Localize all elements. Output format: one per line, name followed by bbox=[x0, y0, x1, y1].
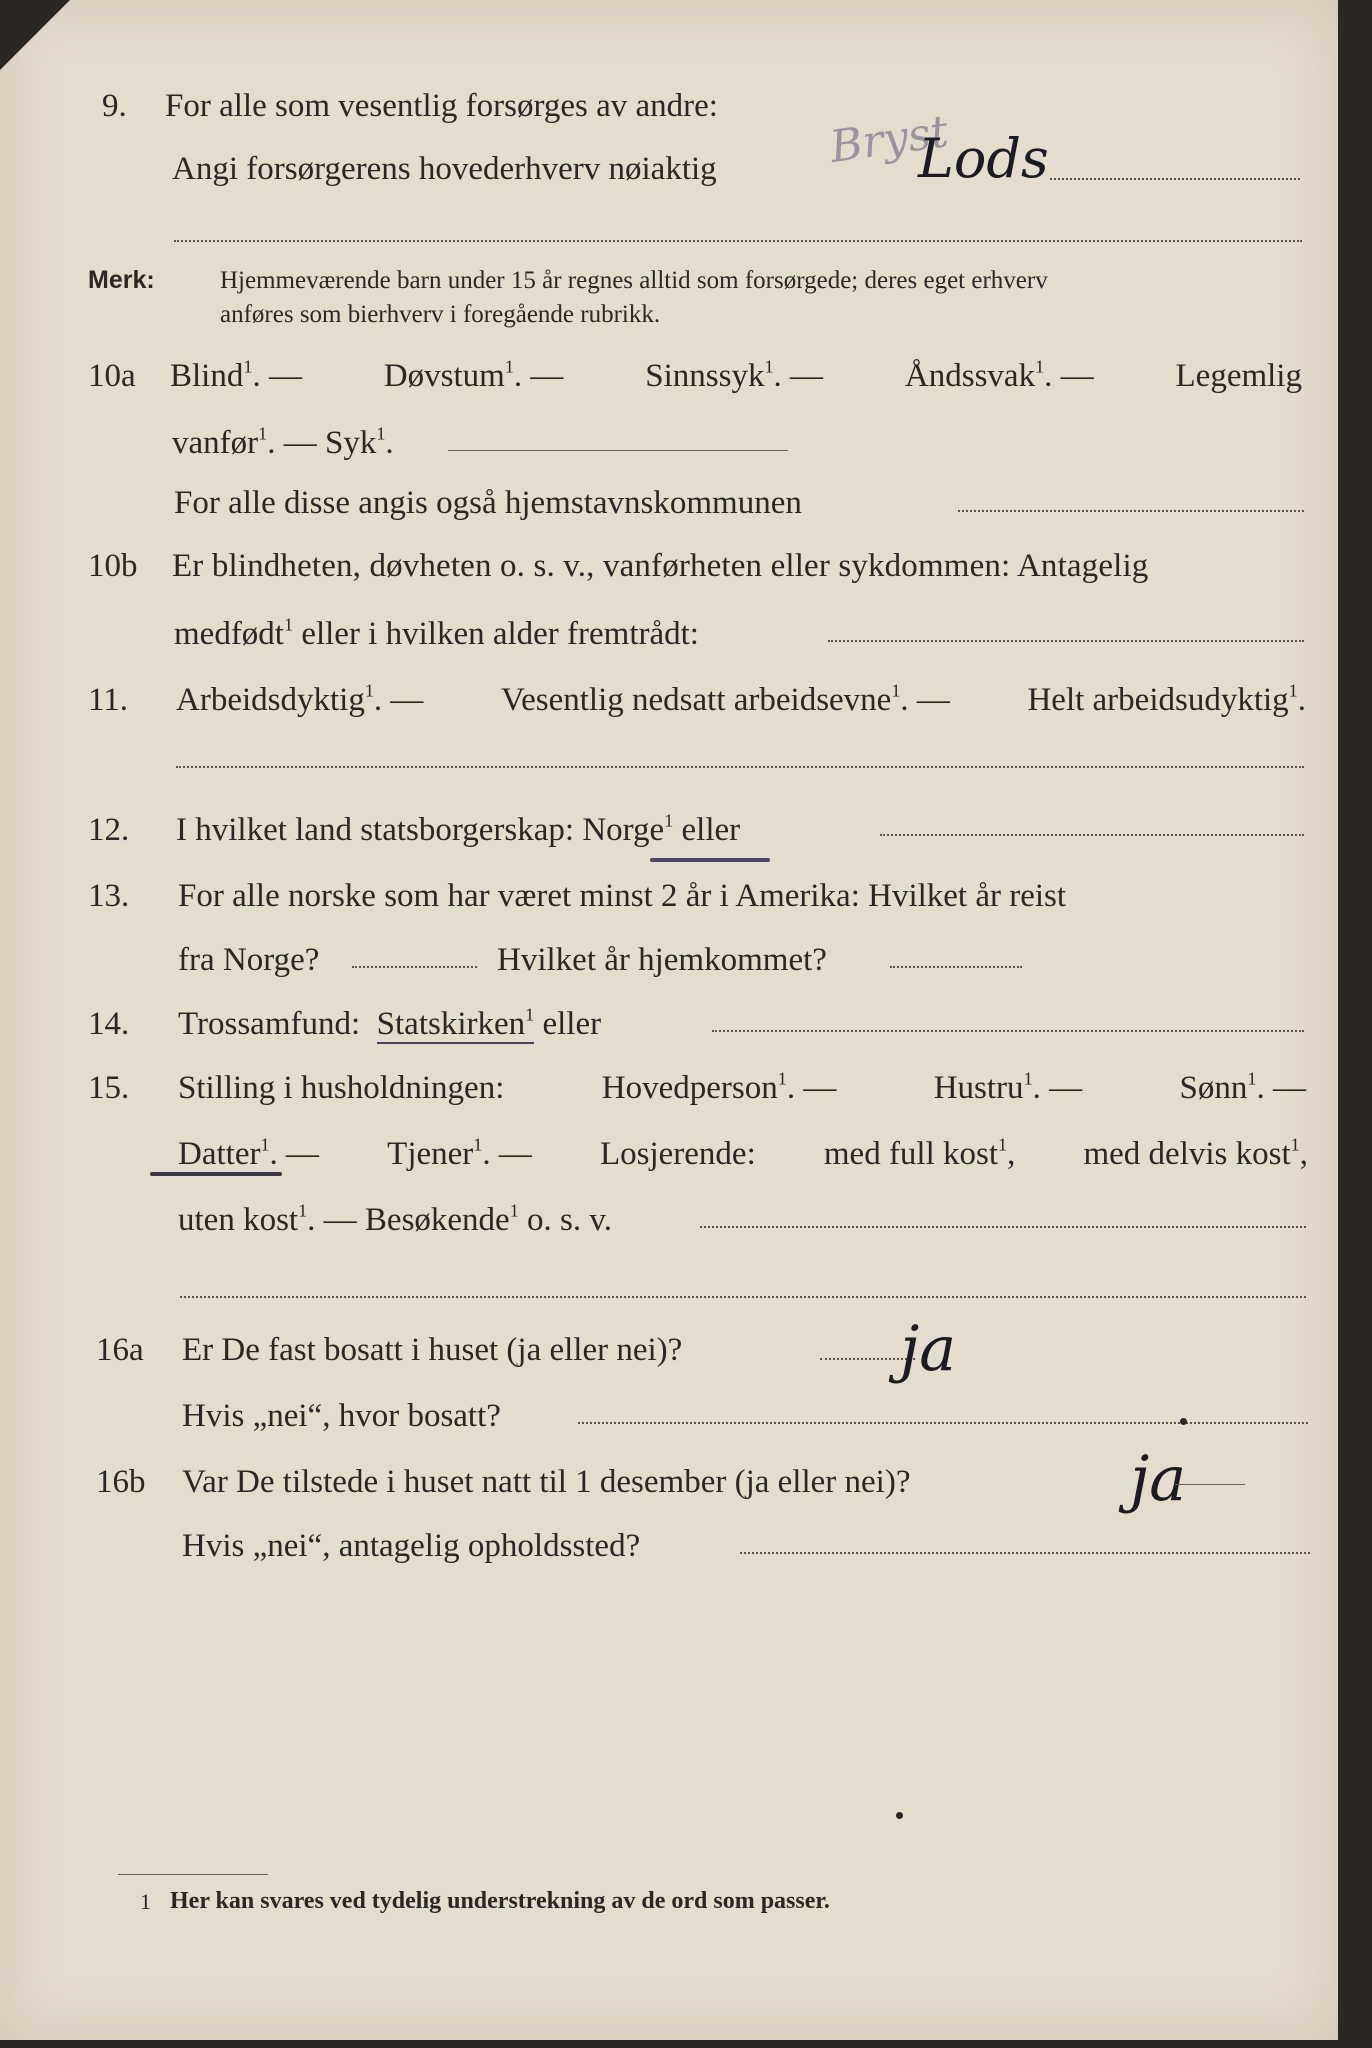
q16a-line1: Er De fast bosatt i huset (ja eller nei)? bbox=[182, 1332, 683, 1368]
q12-number: 12. bbox=[88, 812, 130, 848]
q10b-line1: Er blindheten, døvheten o. s. v., vanførheten eller sykdommen: Antagelig bbox=[172, 548, 1149, 584]
q15-option-delvis-kost: med delvis kost$^1$, bbox=[1083, 1134, 1308, 1172]
q13-fra-norge: fra Norge? bbox=[178, 942, 320, 978]
q16b-line1: Var De tilstede i huset natt til 1 desember (ja eller nei)? bbox=[182, 1464, 911, 1500]
q16a-number: 16a bbox=[96, 1332, 144, 1368]
q10a-option-andssvak: Åndssvak$^1$. — bbox=[904, 356, 1094, 394]
q10b-answer-line bbox=[828, 640, 1304, 642]
q16a-line2: Hvis „nei“, hvor bosatt? bbox=[182, 1398, 501, 1434]
q10b-line2: medfødt$^1$ eller i hvilken alder fremtrådt: bbox=[174, 614, 699, 652]
q10a-option-vanfor: vanfør$^1$. — bbox=[172, 423, 317, 461]
q14-option-statskirken: Statskirken$^1$ bbox=[376, 1004, 535, 1042]
q10a-number: 10a bbox=[88, 358, 136, 394]
folded-corner bbox=[0, 0, 70, 70]
footnote-rule bbox=[118, 1874, 268, 1875]
q12-answer-line bbox=[880, 834, 1304, 836]
q9-stamp: Bryst bbox=[826, 106, 952, 174]
ink-speck bbox=[1180, 1418, 1187, 1425]
q10a-line3: For alle disse angis også hjemstavnskommunen bbox=[174, 485, 802, 521]
q14-answer-line bbox=[712, 1030, 1304, 1032]
q16a-answer-handwritten: ja bbox=[900, 1312, 957, 1385]
q16b-answer-line bbox=[1175, 1484, 1245, 1485]
q11-option-udyktig: Helt arbeidsudyktig$^1$. bbox=[1027, 680, 1306, 718]
q9-answer-line bbox=[1050, 178, 1300, 180]
q11-answer-line bbox=[176, 766, 1304, 768]
footnote-text: Her kan svares ved tydelig understrekning av de ord som passer. bbox=[170, 1888, 830, 1914]
q15-number: 15. bbox=[88, 1070, 130, 1106]
q15-answer-line bbox=[700, 1226, 1306, 1228]
q13-hjemkommet: Hvilket år hjemkommet? bbox=[497, 942, 827, 978]
q16b-opholdssted-line bbox=[740, 1552, 1310, 1554]
q9-number: 9. bbox=[102, 88, 127, 124]
merk-label: Merk: bbox=[88, 266, 155, 294]
q13-line1: For alle norske som har været minst 2 år i Amerika: Hvilket år reist bbox=[178, 878, 1067, 914]
footnote-mark: 1 bbox=[140, 1889, 151, 1914]
q10b-number: 10b bbox=[88, 548, 138, 584]
q11-number: 11. bbox=[88, 682, 129, 718]
q15-line2 bbox=[178, 1134, 1308, 1172]
q15-option-sonn: Sønn$^1$. — bbox=[1179, 1068, 1306, 1106]
q13-fra-line bbox=[352, 966, 477, 968]
q10a-line1 bbox=[170, 356, 1302, 394]
q15-option-besokende: Besøkende$^1$ bbox=[364, 1200, 519, 1238]
q15-line3: uten kost$^1$. — Besøkende$^1$ o. s. v. bbox=[178, 1200, 612, 1238]
q12-option-norge: Norge$^1$ bbox=[582, 810, 674, 848]
q15-option-losjerende: Losjerende: bbox=[599, 1136, 756, 1172]
q10a-option-dovstum: Døvstum$^1$. — bbox=[383, 356, 564, 394]
q9-extra-line bbox=[174, 240, 1302, 242]
merk-line1: Hjemmeværende barn under 15 år regnes alltid som forsørgede; deres eget erhverv bbox=[220, 267, 1048, 294]
q15-option-tjener: Tjener$^1$. — bbox=[387, 1134, 532, 1172]
q10a-option-legemlig: Legemlig bbox=[1175, 358, 1302, 394]
q10a-option-sinnssyk: Sinnssyk$^1$. — bbox=[645, 356, 824, 394]
ink-speck bbox=[896, 1812, 903, 1819]
q10a-answer-line bbox=[448, 450, 788, 451]
q11-option-arbeidsdyktig: Arbeidsdyktig$^1$. — bbox=[176, 680, 424, 718]
q10a-hjemstavn-line bbox=[958, 510, 1304, 512]
q15-option-uten-kost: uten kost$^1$. — bbox=[178, 1200, 357, 1238]
q16b-line2: Hvis „nei“, antagelig opholdssted? bbox=[182, 1528, 641, 1564]
q9-answer-handwritten: Lods bbox=[918, 127, 1049, 190]
q15-line1: Stilling i husholdningen: Hovedperson$^1$. — Hustru$^1$. — Sønn$^1$. — bbox=[178, 1068, 1306, 1106]
q10a-option-blind: Blind$^1$. — bbox=[170, 356, 302, 394]
q15-option-full-kost: med full kost$^1$, bbox=[823, 1134, 1016, 1172]
q15-option-hovedperson: Hovedperson$^1$. — bbox=[601, 1068, 837, 1106]
q9-line2: Angi forsørgerens hovederhverv nøiaktig bbox=[172, 151, 717, 187]
q12-norge-underline bbox=[650, 858, 770, 862]
q16b-number: 16b bbox=[96, 1464, 146, 1500]
q10a-option-syk: Syk$^1$. bbox=[324, 423, 394, 461]
q11-line bbox=[176, 680, 1306, 718]
q15-extra-line bbox=[180, 1296, 1306, 1298]
q9-line1: For alle som vesentlig forsørges av andre: bbox=[165, 88, 718, 124]
q14-line: Trossamfund: Statskirken$^1$ eller bbox=[178, 1004, 602, 1042]
q13-number: 13. bbox=[88, 878, 130, 914]
q16b-answer-handwritten: ja bbox=[1130, 1442, 1187, 1515]
q10a-line2 bbox=[172, 423, 394, 461]
q15-option-hustru: Hustru$^1$. — bbox=[933, 1068, 1083, 1106]
merk-line2: anføres som bierhverv i foregående rubrikk. bbox=[220, 301, 661, 328]
q13-hjem-line bbox=[890, 966, 1022, 968]
q15-option-datter: Datter$^1$. — bbox=[178, 1134, 320, 1172]
q15-datter-underline bbox=[150, 1172, 282, 1176]
q11-option-nedsatt: Vesentlig nedsatt arbeidsevne$^1$. — bbox=[500, 680, 950, 718]
q12-line: I hvilket land statsborgerskap: Norge$^1$ eller bbox=[176, 810, 741, 848]
q14-number: 14. bbox=[88, 1006, 130, 1042]
q16a-bosatt-line bbox=[578, 1422, 1308, 1424]
